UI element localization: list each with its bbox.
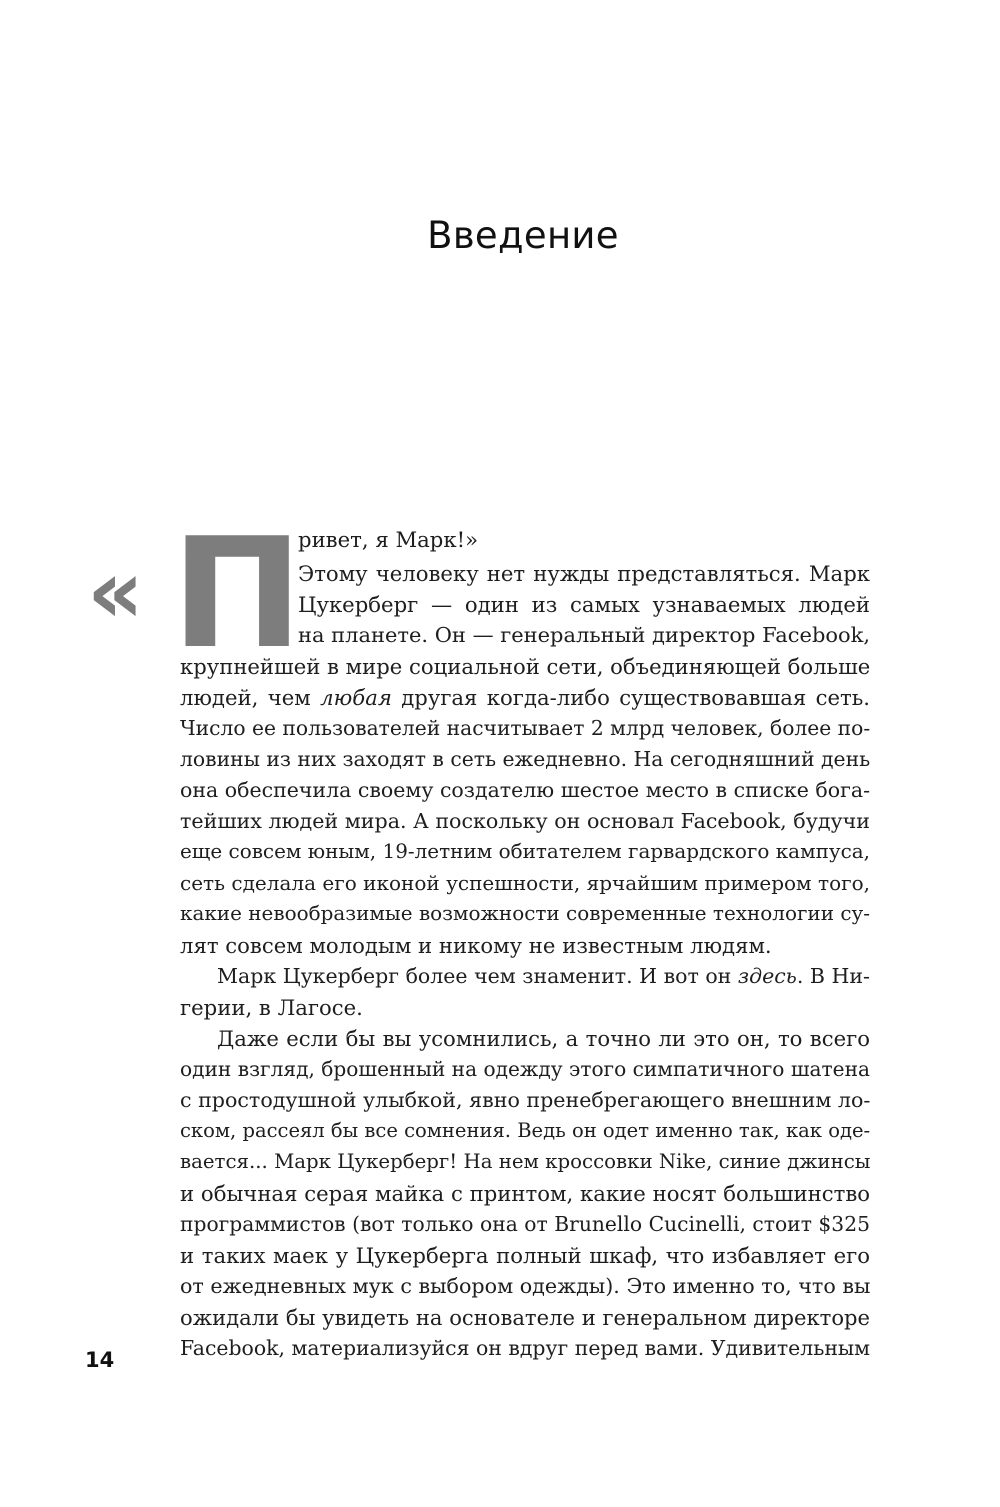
text-line: и таких маек у Цукерберга полный шкаф, что избавляет его (180, 1243, 870, 1268)
text-line: и обычная серая майка с принтом, какие носят большинство (180, 1181, 870, 1206)
text-line: ском, рассеял бы все сомнения. Ведь он одет именно так, как оде- (180, 1119, 871, 1142)
page-number: 14 (85, 1348, 115, 1372)
text-line: с простодушной улыбкой, явно пренебрегающего внешним ло- (180, 1088, 871, 1112)
text-line: какие невообразимые возможности современные технологии су- (180, 901, 870, 925)
text-line: один взгляд, брошенный на одежду этого симпатичного шатена (180, 1057, 870, 1081)
text-line: людей, чем любая другая когда-либо существовавшая сеть. (180, 685, 870, 710)
text-line: ривет, я Марк!» (298, 527, 479, 552)
text-line: вается... Марк Цукерберг! На нем кроссовки Nike, синие джинсы (180, 1150, 871, 1173)
text-line: ловины из них заходят в сеть ежедневно. На сегодняшний день (180, 747, 871, 771)
text-line: программистов (вот только она от Brunello Cucinelli, стоит $325 (180, 1212, 870, 1236)
text-line: от ежедневных мук с выбором одежды). Это именно то, что вы (180, 1274, 871, 1298)
text-line: лят совсем молодым и никому не известным людям. (180, 933, 772, 958)
text-line: Цукерберг — один из самых узнаваемых людей (298, 592, 870, 617)
text-line: герии, в Лагосе. (180, 995, 363, 1020)
text-line: Число ее пользователей насчитывает 2 млрд человек, более по- (180, 716, 871, 740)
drop-cap (87, 505, 304, 682)
text-line: тейших людей мира. А поскольку он основал Facebook, будучи (180, 809, 871, 833)
text-line: ожидали бы увидеть на основателе и генеральном директоре (180, 1305, 870, 1330)
text-line: на планете. Он — генеральный директор Facebook, (298, 623, 870, 647)
text-line: крупнейшей в мире социальной сети, объединяющей больше (180, 654, 871, 679)
text-line: Марк Цукерберг более чем знаменит. И вот он здесь. В Ни- (217, 964, 870, 988)
text-line: она обеспечила своему создателю шестое место в списке бога- (180, 778, 870, 802)
text-line: Facebook, материализуйся он вдруг перед вами. Удивительным (180, 1336, 871, 1360)
text-line: сеть сделала его иконой успешности, ярчайшим примером того, (180, 871, 870, 895)
text-line: Этому человеку нет нужды представляться. Марк (298, 561, 870, 586)
text-line: Даже если бы вы усомнились, а точно ли это он, то всего (217, 1026, 870, 1051)
drop-cap-quote: « (87, 540, 140, 643)
text-line: еще совсем юным, 19-летним обитателем гарвардского кампуса, (180, 839, 870, 863)
drop-cap-letter: П (171, 505, 304, 682)
chapter-title: Введение (427, 214, 619, 257)
